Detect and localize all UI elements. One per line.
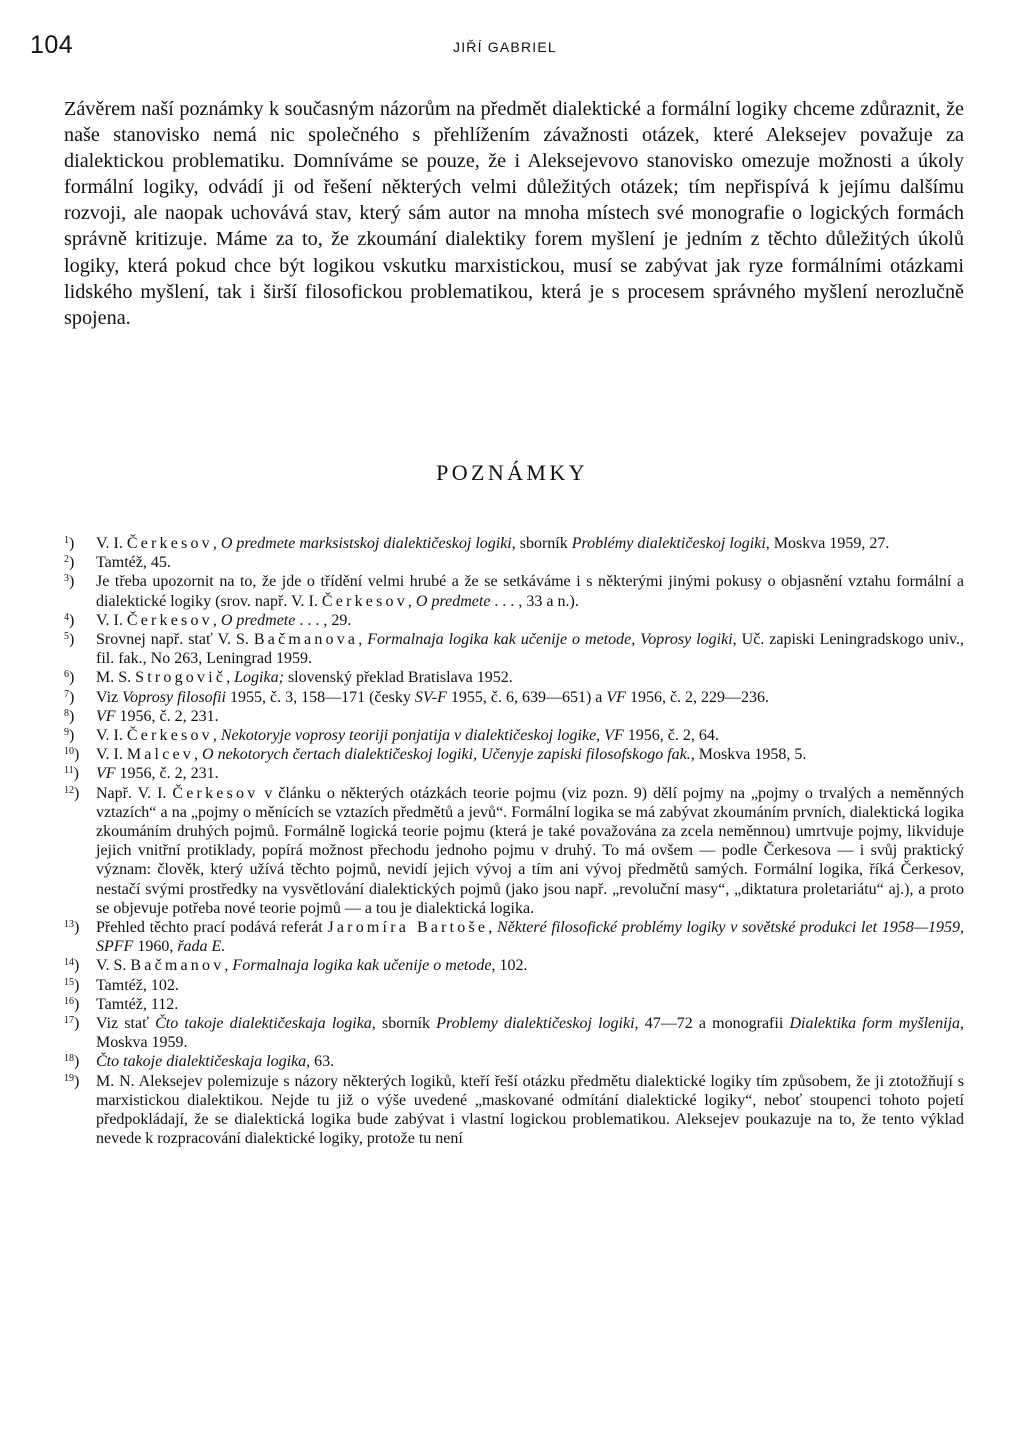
footnote-text-run: V. I. xyxy=(96,535,127,552)
footnote-text-run: . . . , 33 a n.). xyxy=(490,592,579,610)
footnote-title-italic: VF xyxy=(606,688,626,706)
footnote-13 xyxy=(64,918,964,956)
footnote-number-label: 1 xyxy=(64,535,69,546)
footnote-number-label: 17 xyxy=(64,1015,74,1027)
footnote-2 xyxy=(64,553,964,572)
footnote-text xyxy=(96,726,964,745)
footnote-text-run: Tamtéž, 102. xyxy=(96,976,179,994)
footnote-6 xyxy=(64,668,964,687)
footnote-number-label: 9 xyxy=(64,727,69,739)
running-head: JIŘÍ GABRIEL xyxy=(453,39,557,55)
footnote-text-run: Např. V. I. xyxy=(96,784,173,802)
footnote-text-run: Tamtéž, 112. xyxy=(96,995,179,1013)
footnote-number-label: 10 xyxy=(64,746,74,758)
footnote-8 xyxy=(64,707,964,726)
footnote-text-run: , xyxy=(194,746,203,764)
footnote-title-italic: Formalnaja logika kak učenije o metode, Voprosy logiki xyxy=(367,631,733,649)
footnote-18 xyxy=(64,1052,964,1071)
footnote-text-run: V. I. xyxy=(96,727,127,745)
footnote-text xyxy=(96,688,964,707)
footnote-author-spaced: Bačmanov xyxy=(130,957,225,975)
footnote-text xyxy=(96,707,964,726)
footnote-author-spaced: Čerkesov xyxy=(321,592,408,610)
footnote-number: $^{11}$) xyxy=(64,765,79,783)
footnote-4 xyxy=(64,611,964,630)
footnote-7 xyxy=(64,688,964,707)
footnote-text-run: 1960, xyxy=(133,938,178,956)
footnote-number-label: 13 xyxy=(64,919,74,931)
footnote-text xyxy=(96,630,964,668)
footnote-text-run: 1955, č. 6, 639—651) a xyxy=(446,688,607,706)
footnote-text-run: , xyxy=(488,919,497,937)
footnote-16 xyxy=(64,995,964,1014)
footnote-number-label: 6 xyxy=(64,669,69,681)
footnote-text xyxy=(96,1072,964,1149)
footnote-title-italic: Některé filosofické problémy logiky v sovětské produkci let 1958—1959, SPFF xyxy=(96,919,964,956)
footnote-19 xyxy=(64,1072,964,1149)
footnote-number: $^2$) xyxy=(64,554,75,572)
footnote-number: $^{18}$) xyxy=(64,1053,80,1071)
footnote-text xyxy=(96,572,964,610)
footnote-number-label: 18 xyxy=(64,1053,74,1065)
footnote-text-run: 1956, č. 2, 231. xyxy=(115,707,219,725)
footnote-text-run: . . . , 29. xyxy=(295,611,352,629)
footnote-text-run: , xyxy=(226,669,235,687)
footnote-number-label: 7 xyxy=(64,688,69,700)
footnote-number: $^{16}$) xyxy=(64,995,80,1013)
notes-title: POZNÁMKY xyxy=(436,460,588,485)
footnote-number-label: 3 xyxy=(64,573,69,585)
footnote-text xyxy=(96,745,964,764)
footnote-text xyxy=(96,611,964,630)
footnote-text-run: V. S. xyxy=(96,957,131,975)
footnote-title-italic: Čto takoje dialektičeskaja logika xyxy=(155,1015,372,1033)
footnote-15 xyxy=(64,976,964,995)
footnote-text-run: , xyxy=(358,631,368,649)
footnote-number-label: 5 xyxy=(64,631,69,643)
footnote-number: $^{10}$) xyxy=(64,746,80,764)
footnote-number-label: 14 xyxy=(64,957,74,969)
footnote-9 xyxy=(64,726,964,745)
footnote-number: $^{15}$) xyxy=(64,976,80,994)
footnote-title-italic: Formalnaja logika kak učenije o metode xyxy=(232,957,492,975)
footnote-title-italic: O predmete marksistskoj dialektičeskoj logiki xyxy=(220,535,512,552)
footnote-number: $^1$) xyxy=(64,535,75,552)
footnote-number: $^{19}$) xyxy=(64,1072,80,1090)
footnote-text xyxy=(96,956,964,975)
footnote-number: $^9$) xyxy=(64,727,75,745)
footnote-text-run: , Moskva 1959. xyxy=(96,1015,965,1052)
footnote-title-italic: Logika; xyxy=(234,669,284,687)
footnote-text xyxy=(96,918,964,956)
footnote-17 xyxy=(64,1014,964,1052)
footnote-text-run: , sborník xyxy=(371,1015,437,1033)
footnote-number-label: 8 xyxy=(64,707,69,719)
footnote-text-run: , Moskva 1958, 5. xyxy=(690,746,807,764)
footnote-text xyxy=(96,668,964,687)
footnote-title-italic: Dialektika form myšlenija xyxy=(789,1015,961,1033)
footnote-author-spaced: Malcev xyxy=(126,746,195,764)
footnote-title-italic: Problémy dialektičeskoj logiki xyxy=(571,535,766,552)
footnote-text-run: V. I. xyxy=(96,746,127,764)
footnote-text-run: , xyxy=(407,592,416,610)
footnote-number: $^{12}$) xyxy=(64,784,80,802)
footnote-author-spaced: Čerkesov xyxy=(126,535,213,552)
footnote-text-run: , Moskva 1959, 27. xyxy=(765,535,890,552)
footnote-number-label: 15 xyxy=(64,976,74,988)
footnote-number: $^5$) xyxy=(64,631,75,649)
footnote-5 xyxy=(64,630,964,668)
footnote-title-italic: SV-F xyxy=(414,688,447,706)
footnote-author-spaced: Čerkesov xyxy=(172,784,259,802)
footnote-title-italic: VF xyxy=(96,707,116,725)
footnote-text-run: v článku o některých otázkách teorie pojmu (viz pozn. 9) dělí pojmy na „pojmy o trvalých a neměnných vztazích“ a na „pojmy o měnících se vztazích předmětů a jevů“. Formální logika se má zabývat zkoumáním prvních, dialektická logika zkoumáním druhých pojmů. Formálně logická teorie pojmu (která je také považována za zcela neměnnou) umrtvuje pojmy, likviduje jejich vnitřní protiklady, popírá možnost přechodu jednoho pojmu v druhý. To má ovšem — podle Čerkesova — i svůj praktický význam: člověk, který užívá těchto pojmů, nevidí jejich vývoj a tím ani vývoj předmětů samých. Formální logika, říká Čerkesov, nestačí svými prostředky na vysvětlování dialektických pojmů (jako jsou např. „revoluční masy“, „diktatura proletariátu“ aj.), a proto se objevuje potřeba nové teorie pojmů — a tou je dialektická logika. xyxy=(96,784,964,917)
footnote-text-run: M. N. Aleksejev polemizuje s názory některých logiků, kteří řeší otázku předmětu dialektické logiky tím způsobem, že ji ztotožňují s marxistickou dialektikou. Nejde tu již o výše uvedené „maskované odmítání dialektické logiky“, neboť stoupenci tohoto pojetí předpokládají, že se dialektická logika bude zabývat i vlastní logickou problematikou. Aleksejev poukazuje na to, že tento výklad nevede k rozpracování dialektické logiky, protože tu není xyxy=(96,1072,964,1148)
footnote-number: $^{17}$) xyxy=(64,1015,80,1033)
footnote-number-label: 11 xyxy=(64,765,74,777)
footnote-author-spaced: Jaromíra Bartoše xyxy=(327,919,489,937)
footnote-11 xyxy=(64,764,964,783)
footnote-text-run: 1956, č. 2, 231. xyxy=(115,765,219,783)
footnote-title-italic: O predmete xyxy=(415,592,491,610)
footnote-text xyxy=(96,1014,964,1052)
footnote-text-run: 1955, č. 3, 158—171 (česky xyxy=(226,688,415,706)
footnote-text xyxy=(96,534,964,553)
footnote-number: $^{13}$) xyxy=(64,919,80,937)
footnote-text-run: Tamtéž, 45. xyxy=(96,554,171,572)
footnote-text-run: , 63. xyxy=(306,1053,335,1071)
footnote-text-run: Je třeba upozornit na to, že jde o třídění velmi hrubé a že se setkáváme i s některými jinými pokusy o objasnění vztahu formální a dialektické logiky (srov. např. V. I. xyxy=(96,573,964,610)
footnote-number-label: 4 xyxy=(64,611,69,623)
footnote-text xyxy=(96,553,964,572)
footnote-text-run: , Uč. zapiski Leningradskogo univ., fil. fak., No 263, Leningrad 1959. xyxy=(96,631,965,668)
footnote-text-run: , xyxy=(212,727,221,745)
footnote-text-run: , 47—72 a monografii xyxy=(634,1015,790,1033)
footnote-text xyxy=(96,784,964,918)
footnote-number-label: 2 xyxy=(64,554,69,566)
footnote-text-run: V. I. xyxy=(96,611,127,629)
footnote-text-run: 1956, č. 2, 64. xyxy=(623,727,719,745)
page-number: 104 xyxy=(30,31,74,59)
footnote-number: $^3$) xyxy=(64,573,75,591)
footnote-title-italic: VF xyxy=(96,765,116,783)
footnote-text-run: M. S. xyxy=(96,669,136,687)
footnote-author-spaced: Čerkesov xyxy=(126,727,213,745)
footnote-author-spaced: Bačmanova xyxy=(253,631,359,649)
footnote-number: $^{14}$) xyxy=(64,957,80,975)
footnotes-list xyxy=(64,534,964,1149)
footnote-text-run: Viz xyxy=(96,688,123,706)
footnote-title-italic: O predmete xyxy=(220,611,296,629)
footnote-text xyxy=(96,995,964,1014)
footnote-number-label: 19 xyxy=(64,1072,74,1084)
footnote-text-run: Viz stať xyxy=(96,1015,156,1033)
footnote-number: $^6$) xyxy=(64,669,75,687)
footnote-number-label: 16 xyxy=(64,995,74,1007)
footnote-title-italic: Problemy dialektičeskoj logiki xyxy=(436,1015,635,1033)
footnote-text-run: , 102. xyxy=(491,957,528,975)
footnote-title-italic: Voprosy filosofii xyxy=(122,688,226,706)
footnote-title-italic: Nekotoryje voprosy teoriji ponjatija v dialektičeskoj logike, VF xyxy=(220,727,624,745)
footnote-text-run: , sborník xyxy=(511,535,572,552)
footnote-3 xyxy=(64,572,964,610)
footnote-12 xyxy=(64,784,964,918)
footnote-title-italic: O nekotorych čertach dialektičeskoj logiki, Učenyje zapiski filosofskogo fak. xyxy=(202,746,691,764)
footnote-text xyxy=(96,976,964,995)
footnote-text xyxy=(96,764,964,783)
footnote-14 xyxy=(64,956,964,975)
footnote-text-run: , xyxy=(212,535,221,552)
footnote-text-run: , xyxy=(212,611,221,629)
footnote-text-run: 1956, č. 2, 229—236. xyxy=(625,688,770,706)
footnote-text-run: Srovnej např. stať V. S. xyxy=(96,631,254,649)
footnote-number: $^8$) xyxy=(64,707,75,725)
footnote-text-run: , xyxy=(224,957,233,975)
footnote-number: $^4$) xyxy=(64,611,75,629)
footnote-10 xyxy=(64,745,964,764)
footnote-text xyxy=(96,1052,964,1071)
footnote-number: $^7$) xyxy=(64,688,75,706)
footnote-title-italic: řada E. xyxy=(177,938,226,956)
footnote-author-spaced: Strogovič xyxy=(135,669,227,687)
footnote-text-run: slovenský překlad Bratislava 1952. xyxy=(283,669,513,687)
footnote-1 xyxy=(64,534,964,553)
footnote-text-run: Přehled těchto prací podává referát xyxy=(96,919,328,937)
footnote-author-spaced: Čerkesov xyxy=(126,611,213,629)
footnote-number-label: 12 xyxy=(64,784,74,796)
footnote-title-italic: Čto takoje dialektičeskaja logika xyxy=(96,1053,307,1071)
body-paragraph: Závěrem naší poznámky k současným názorům na předmět dialektické a formální logiky chceme zdůraznit, že naše stanovisko nemá nic společného s přehlížením závažnosti otázek, které Aleksejev považuje za dialektickou problematiku. Domníváme se pouze, že i Aleksejevovo stanovisko omezuje možnosti a úkoly formální logiky, odvádí ji od řešení některých velmi důležitých otázek; tím nepřispívá k jejímu dalšímu rozvoji, ale naopak uchovává stav, který sám autor na mnoha místech své monografie o logických formách správně kritizuje. Máme za to, že zkoumání dialektiky forem myšlení je jedním z těchto důležitých úkolů logiky, která pokud chce být logikou vskutku marxistickou, musí se zabývat jak ryze formálními otázkami lidského myšlení, tak i širší filosofickou problematikou, která je s procesem správného myšlení nerozlučně spojena. xyxy=(64,98,964,329)
